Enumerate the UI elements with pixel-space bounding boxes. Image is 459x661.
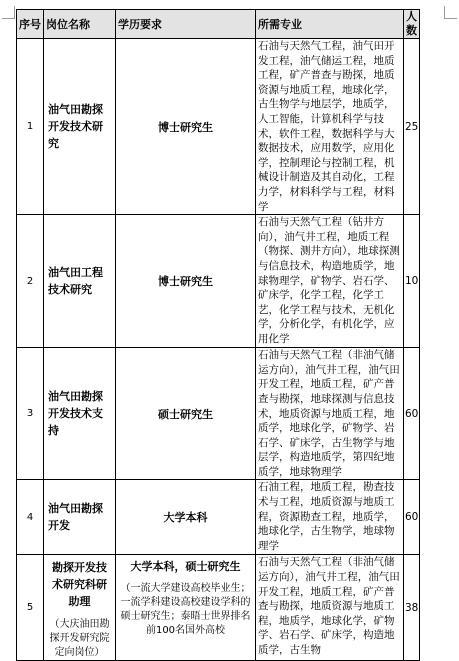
header-count bbox=[404, 10, 420, 39]
row-major: 石油工程，地质工程，勘查技术与工程，地质资源与地质工程，资源勘查工程，地质学，地球化学，古生物学，地球物理学 bbox=[256, 480, 404, 555]
row-education-title: 大学本科，硕士研究生 bbox=[130, 560, 241, 574]
row-count: 10 bbox=[404, 215, 420, 348]
header-index: 序号 bbox=[17, 10, 44, 39]
row-index: 2 bbox=[17, 215, 44, 348]
row-major: 石油与天然气工程，油气田开发工程，油气储运工程，地质工程，矿产普查与勘探，地质资源与地质工程，地球化学，古生物学与地层学，地质学，人工智能，计算机科学与技术，软件工程，数据科学与大数据技术，应用数学，应用化学，控制理论与控制工程，机械设计制造及其自动化，工程力学，材料科学与工程，材料学 bbox=[256, 39, 404, 215]
table-header-row bbox=[17, 10, 420, 39]
row-education-note: （一流大学建设高校毕业生；一流学科建设高校建设学科的硕士研究生；泰晤士世界排名前100名国外高校 bbox=[120, 583, 251, 637]
row-education: 硕士研究生 bbox=[116, 348, 256, 480]
row-education: 博士研究生 bbox=[116, 215, 256, 348]
row-major: 石油与天然气工程（非油气储运方向），油气井工程，油气田开发工程，地质工程，矿产普查与勘探，地质资源与地质工程，地质学，地球化学，矿物学、岩石学、矿床学，构造地质学，古生物 bbox=[256, 555, 404, 661]
table-row bbox=[17, 480, 420, 555]
row-position: 油气田勘探开发 bbox=[44, 480, 116, 555]
row-position-note: （大庆油田勘探开发研究院定向岗位） bbox=[49, 619, 110, 659]
header-position: 岗位名称 bbox=[44, 10, 116, 39]
row-index: 4 bbox=[17, 480, 44, 555]
table-row bbox=[17, 215, 420, 348]
row-position: 油气田工程技术研究 bbox=[44, 215, 116, 348]
row-position bbox=[44, 555, 116, 661]
row-count: 25 bbox=[404, 39, 420, 215]
row-count: 38 bbox=[404, 555, 420, 661]
row-position-title: 勘探开发技术研究科研助理 bbox=[52, 561, 107, 609]
row-major: 石油与天然气工程（非油气储运方向），油气井工程，油气田开发工程，地质工程，矿产普查与勘探，地球探测与信息技术，地质资源与地质工程，地质学，地球化学，矿物学、岩石学、矿床学，古生物学与地层学，构造地质学，第四纪地质学，地球物理学 bbox=[256, 348, 404, 480]
row-count: 60 bbox=[404, 480, 420, 555]
row-count: 60 bbox=[404, 348, 420, 480]
row-index: 1 bbox=[17, 39, 44, 215]
header-education: 学历要求 bbox=[116, 10, 256, 39]
page-corner-mark bbox=[444, 6, 457, 19]
table-row bbox=[17, 348, 420, 480]
row-education: 大学本科 bbox=[116, 480, 256, 555]
header-count-label: 人数 bbox=[406, 10, 417, 37]
table-row bbox=[17, 39, 420, 215]
row-education: 博士研究生 bbox=[116, 39, 256, 215]
table-row bbox=[17, 555, 420, 661]
row-position: 油气田勘探开发技术支持 bbox=[44, 348, 116, 480]
row-index: 3 bbox=[17, 348, 44, 480]
row-position: 油气田勘探开发技术研究 bbox=[44, 39, 116, 215]
header-major: 所需专业 bbox=[256, 10, 404, 39]
row-education bbox=[116, 555, 256, 661]
row-index: 5 bbox=[17, 555, 44, 661]
page-corner-mark bbox=[2, 6, 15, 19]
recruitment-table bbox=[16, 9, 420, 661]
row-major: 石油与天然气工程（钻井方向），油气井工程，地质工程（物探、测井方向），地球探测与信息技术，构造地质学，地球物理学，矿物学、岩石学、矿床学，化学工程，化学工艺，化学工程与技术，无机化学，分析化学，有机化学，应用化学 bbox=[256, 215, 404, 348]
